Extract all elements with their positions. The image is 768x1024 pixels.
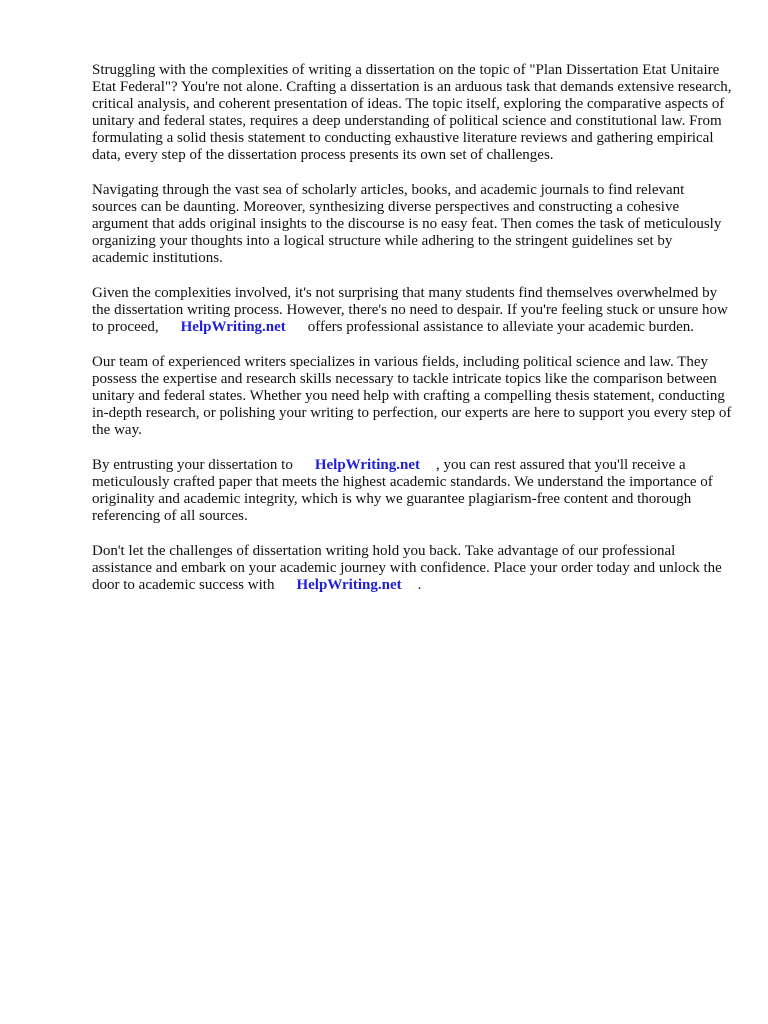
paragraph-research: Navigating through the vast sea of scholarly articles, books, and academic journals to find relevant sources can be daunting. Moreover, synthesizing diverse perspectives and constructing a cohesive argument that adds original insights to the discourse is no easy feat. Then comes the task of meticulously organizing your thoughts into a logical structure while adhering to the stringent guidelines set by academic institutions.: [92, 182, 722, 266]
paragraph-intro: Struggling with the complexities of writing a dissertation on the topic of "Plan Dissertation Etat Unitaire Etat Federal"? You're not alone. Crafting a dissertation is an arduous task that demands extensive research, critical analysis, and coherent presentation of ideas. The topic itself, exploring the comparative aspects of unitary and federal states, requires a deep understanding of political science and constitutional law. From formulating a solid thesis statement to conducting exhaustive literature reviews and gathering empirical data, every step of the dissertation process presents its own set of challenges.: [92, 62, 732, 163]
helpwriting-link[interactable]: HelpWriting.net: [296, 577, 402, 593]
helpwriting-link[interactable]: HelpWriting.net: [314, 457, 420, 473]
document-body: [92, 62, 732, 612]
paragraph-text: , you can rest assured that you'll receive a meticulously crafted paper that meets the highest academic standards. We understand the importance of originality and academic integrity, which is why we guarantee plagiarism-free content and thorough referencing of all sources.: [92, 457, 713, 524]
paragraph-assistance: [92, 285, 732, 336]
paragraph-team: Our team of experienced writers specializes in various fields, including political science and law. They possess the expertise and research skills necessary to tackle intricate topics like the comparison between unitary and federal states. Whether you need help with crafting a compelling thesis statement, conducting in-depth research, or polishing your writing to perfection, our experts are here to support you every step of the way.: [92, 354, 732, 438]
paragraph-text: offers professional assistance to alleviate your academic burden.: [307, 319, 695, 335]
paragraph-entrust: [92, 457, 732, 525]
paragraph-closing: [92, 543, 732, 594]
helpwriting-link[interactable]: HelpWriting.net: [180, 319, 286, 335]
paragraph-text: .: [417, 577, 422, 593]
paragraph-text: Don't let the challenges of dissertation writing hold you back. Take advantage of our professional assistance and embark on your academic journey with confidence. Place your order today and unlock the door to academic success with: [92, 543, 722, 593]
paragraph-text: Given the complexities involved, it's not surprising that many students find themselves overwhelmed by the dissertation writing process. However, there's no need to despair. If you're feeling stuck or unsure how to proceed,: [92, 285, 728, 335]
paragraph-text: By entrusting your dissertation to: [92, 457, 293, 473]
